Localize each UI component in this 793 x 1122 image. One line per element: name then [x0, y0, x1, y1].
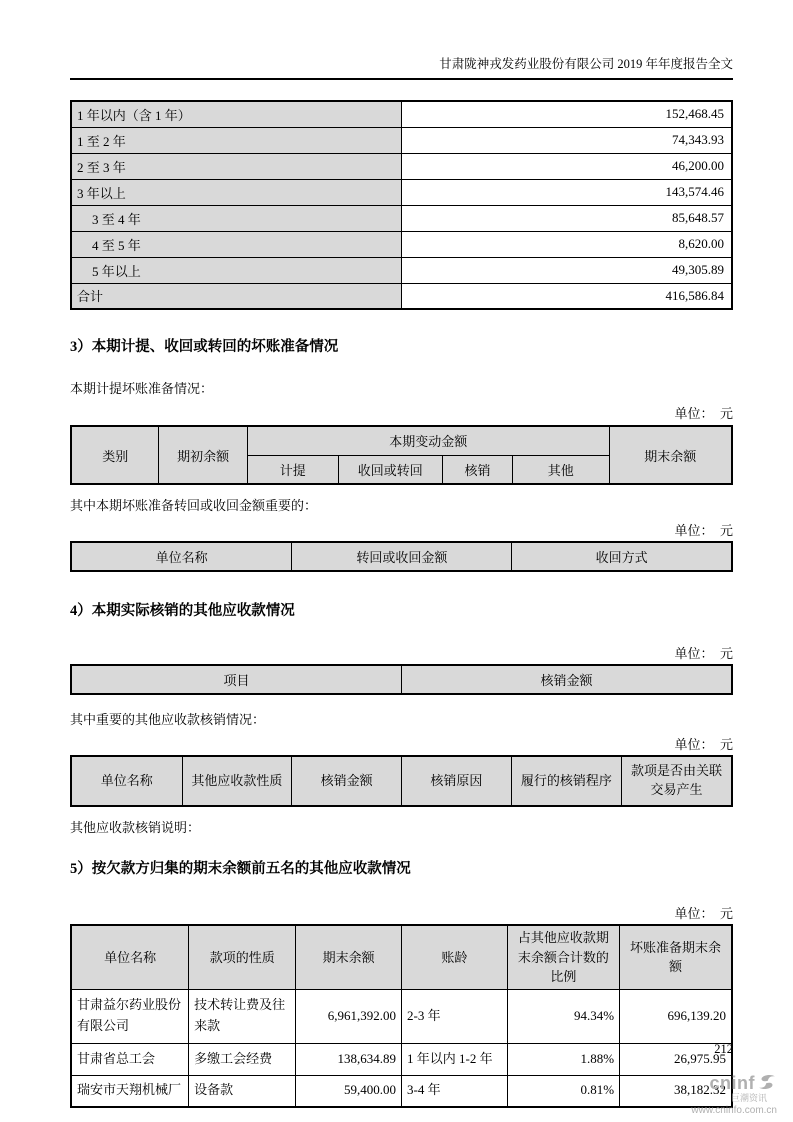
- page-number: 212: [714, 1042, 733, 1056]
- section-3-recovery-note: 其中本期坏账准备转回或收回金额重要的：: [70, 498, 318, 513]
- debt-nature: 多缴工会经费: [189, 1043, 296, 1075]
- col-unit-name: 单位名称: [71, 925, 189, 989]
- table-row: [71, 205, 732, 231]
- col-category: 类别: [71, 426, 159, 484]
- table-header-row: [71, 925, 732, 989]
- section-5-heading: 5）按欠款方归集的期末余额前五名的其他应收款情况: [70, 861, 411, 877]
- unit-label: 单位： 元: [674, 523, 733, 538]
- top5-receivables-table: [70, 924, 733, 1108]
- table-header-row: [71, 665, 732, 694]
- col-unit-name: 单位名称: [71, 542, 292, 571]
- aging-label: 4 至 5 年: [71, 231, 402, 257]
- cninfo-logo-subtitle: 巨潮资讯: [730, 1093, 767, 1104]
- aging-value: 85,648.57: [402, 205, 733, 231]
- debtor-name: 甘肃省总工会: [71, 1043, 189, 1075]
- recovery-table: [70, 541, 733, 572]
- unit-label: 单位： 元: [674, 906, 733, 921]
- table-header-row: [71, 426, 732, 455]
- col-accrual: 计提: [247, 455, 338, 484]
- cninfo-logo-url: www.cninfo.com.cn: [691, 1105, 777, 1116]
- table-header-row: [71, 756, 732, 806]
- aging-label: 3 年以上: [71, 179, 402, 205]
- closing-balance: 138,634.89: [296, 1043, 402, 1075]
- aging-value: 74,343.93: [402, 127, 733, 153]
- table-row: [71, 1043, 732, 1075]
- col-unit-name: 单位名称: [71, 756, 182, 806]
- debtor-name: 甘肃益尔药业股份有限公司: [71, 989, 189, 1043]
- aging: 1 年以内 1-2 年: [401, 1043, 507, 1075]
- col-writeoff-procedure: 履行的核销程序: [511, 756, 621, 806]
- aging-value: 8,620.00: [402, 231, 733, 257]
- col-recover: 收回或转回: [338, 455, 442, 484]
- aging-label: 5 年以上: [71, 257, 402, 283]
- bad-debt-balance: 38,182.32: [620, 1075, 732, 1107]
- col-opening-balance: 期初余额: [159, 426, 248, 484]
- bad-debt-balance: 26,975.95: [620, 1043, 732, 1075]
- bad-debt-balance: 696,139.20: [620, 989, 732, 1043]
- aging-value: 46,200.00: [402, 153, 733, 179]
- ratio: 0.81%: [507, 1075, 619, 1107]
- table-row: [71, 257, 732, 283]
- cninfo-logo-text: cninf: [709, 1072, 755, 1093]
- col-other: 其他: [513, 455, 610, 484]
- col-writeoff: 核销: [442, 455, 512, 484]
- table-row: [71, 127, 732, 153]
- table-header-row: [71, 542, 732, 571]
- aging-label: 2 至 3 年: [71, 153, 402, 179]
- cninfo-logo: [691, 1072, 777, 1116]
- col-receivable-nature: 其他应收款性质: [182, 756, 292, 806]
- aging-total-value: 416,586.84: [402, 283, 733, 309]
- closing-balance: 59,400.00: [296, 1075, 402, 1107]
- aging: 2-3 年: [401, 989, 507, 1043]
- col-bad-debt-balance: 坏账准备期末余额: [620, 925, 732, 989]
- table-row: [71, 1075, 732, 1107]
- writeoff-table: [70, 664, 733, 695]
- col-recovery-method: 收回方式: [512, 542, 732, 571]
- aging-value: 49,305.89: [402, 257, 733, 283]
- aging-analysis-table: [70, 100, 733, 310]
- col-change-group: 本期变动金额: [247, 426, 609, 455]
- col-related-party: 款项是否由关联交易产生: [622, 756, 732, 806]
- table-row: [71, 231, 732, 257]
- aging-label: 1 年以内（含 1 年）: [71, 101, 402, 127]
- col-writeoff-amount: 核销金额: [402, 665, 733, 694]
- report-header-title: 甘肃陇神戎发药业股份有限公司 2019 年年度报告全文: [70, 0, 733, 80]
- table-row: [71, 153, 732, 179]
- aging: 3-4 年: [401, 1075, 507, 1107]
- ratio: 94.34%: [507, 989, 619, 1043]
- col-recovered-amount: 转回或收回金额: [292, 542, 512, 571]
- bad-debt-provision-table: [70, 425, 733, 485]
- table-row: [71, 101, 732, 127]
- section-4-important-note: 其中重要的其他应收款核销情况：: [70, 712, 266, 727]
- unit-label: 单位： 元: [674, 406, 733, 421]
- ratio: 1.88%: [507, 1043, 619, 1075]
- important-writeoff-table: [70, 755, 733, 807]
- col-aging: 账龄: [401, 925, 507, 989]
- section-3-subtitle: 本期计提坏账准备情况：: [70, 381, 214, 396]
- section-4-heading: 4）本期实际核销的其他应收款情况: [70, 603, 295, 619]
- col-nature: 款项的性质: [189, 925, 296, 989]
- table-row: [71, 989, 732, 1043]
- aging-total-label: 合计: [71, 283, 402, 309]
- table-row-total: [71, 283, 732, 309]
- unit-label: 单位： 元: [674, 646, 733, 661]
- aging-label: 1 至 2 年: [71, 127, 402, 153]
- aging-label: 3 至 4 年: [71, 205, 402, 231]
- closing-balance: 6,961,392.00: [296, 989, 402, 1043]
- aging-value: 152,468.45: [402, 101, 733, 127]
- section-3-heading: 3）本期计提、收回或转回的坏账准备情况: [70, 339, 339, 355]
- col-writeoff-amount: 核销金额: [292, 756, 402, 806]
- debt-nature: 技术转让费及往来款: [189, 989, 296, 1043]
- section-4-explain-note: 其他应收款核销说明：: [70, 820, 201, 835]
- col-ratio: 占其他应收款期末余额合计数的比例: [507, 925, 619, 989]
- table-row: [71, 179, 732, 205]
- debtor-name: 瑞安市天翔机械厂: [71, 1075, 189, 1107]
- unit-label: 单位： 元: [674, 737, 733, 752]
- col-closing-balance: 期末余额: [296, 925, 402, 989]
- aging-value: 143,574.46: [402, 179, 733, 205]
- debt-nature: 设备款: [189, 1075, 296, 1107]
- col-writeoff-reason: 核销原因: [401, 756, 511, 806]
- col-item: 项目: [71, 665, 402, 694]
- col-closing-balance: 期末余额: [609, 426, 732, 484]
